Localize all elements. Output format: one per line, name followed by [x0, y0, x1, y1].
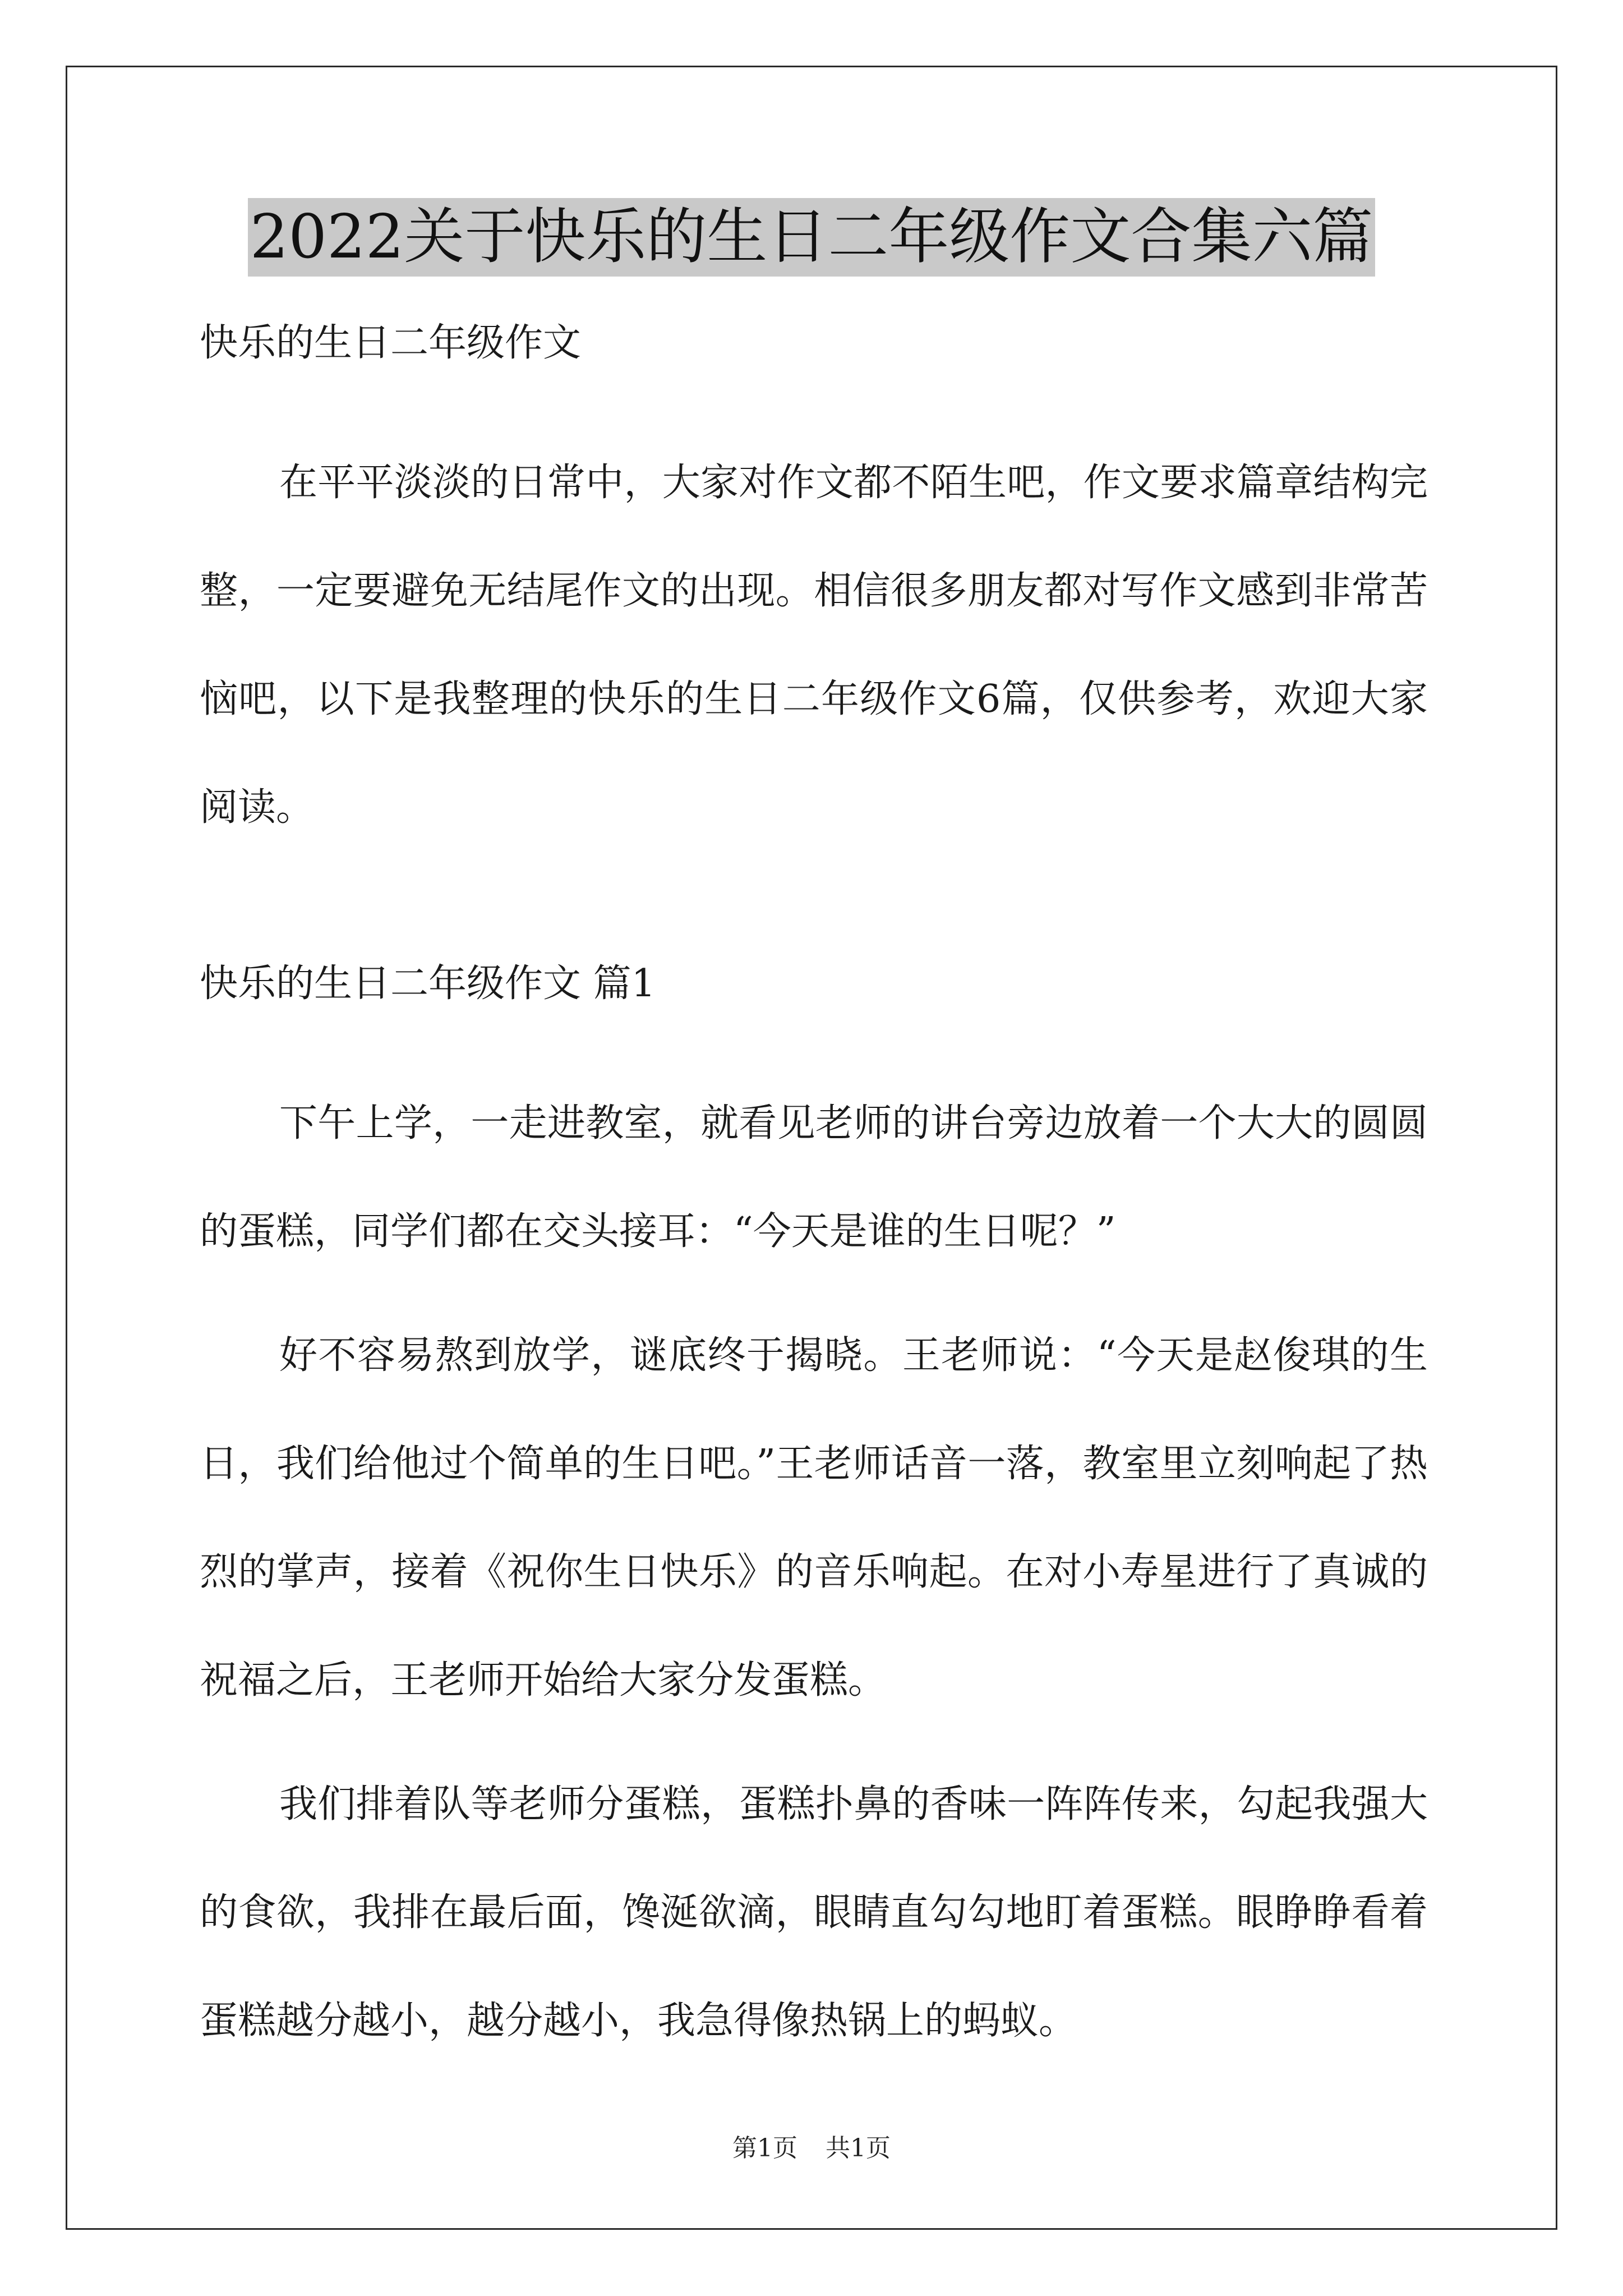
title-container	[0, 198, 1623, 277]
section-heading: 快乐的生日二年级作文 篇1	[200, 961, 656, 1006]
page-total: 共1页	[826, 2134, 891, 2162]
paragraph-3: 我们排着队等老师分蛋糕，蛋糕扑鼻的香味一阵阵传来，勾起我强大的食欲，我排在最后面，馋涎欲滴，眼睛直勾勾地盯着蛋糕。眼睁睁看着蛋糕越分越小，越分越小，我急得像热锅上的蚂蚁。	[200, 1782, 1428, 2043]
intro-paragraph: 在平平淡淡的日常中，大家对作文都不陌生吧，作文要求篇章结构完整，一定要避免无结尾作文的出现。相信很多朋友都对写作文感到非常苦恼吧，以下是我整理的快乐的生日二年级作文6篇，仅供参考，欢迎大家阅读。	[200, 461, 1428, 830]
document-body	[200, 315, 1428, 2075]
page-footer	[0, 2132, 1623, 2165]
intro-heading: 快乐的生日二年级作文	[200, 321, 582, 365]
page-number: 第1页	[732, 2134, 797, 2162]
document-title: 2022关于快乐的生日二年级作文合集六篇	[248, 198, 1376, 277]
paragraph-1: 下午上学，一走进教室，就看见老师的讲台旁边放着一个大大的圆圆的蛋糕，同学们都在交头接耳：“今天是谁的生日呢？”	[200, 1101, 1428, 1254]
paragraph-2: 好不容易熬到放学，谜底终于揭晓。王老师说：“今天是赵俊琪的生日，我们给他过个简单的生日吧。”王老师话音一落，教室里立刻响起了热烈的掌声，接着《祝你生日快乐》的音乐响起。在对小寿星进行了真诚的祝福之后，王老师开始给大家分发蛋糕。	[200, 1333, 1428, 1703]
